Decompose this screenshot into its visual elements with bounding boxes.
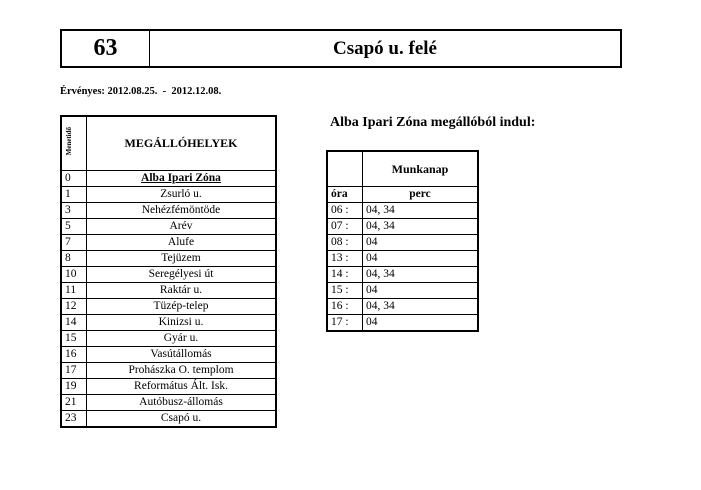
day-type: Munkanap bbox=[363, 151, 479, 187]
stop-name: Tejüzem bbox=[87, 251, 277, 267]
departure-minutes: 04 bbox=[363, 251, 479, 267]
stop-travel-time: 14 bbox=[61, 315, 87, 331]
stop-name: Raktár u. bbox=[87, 283, 277, 299]
stop-row bbox=[61, 203, 276, 219]
day-type-row bbox=[327, 151, 478, 187]
stop-travel-time: 11 bbox=[61, 283, 87, 299]
departures-subheader bbox=[327, 187, 478, 203]
stop-row bbox=[61, 379, 276, 395]
stop-row bbox=[61, 411, 276, 428]
departure-hour: 06 : bbox=[327, 203, 363, 219]
departure-hour: 08 : bbox=[327, 235, 363, 251]
stop-row bbox=[61, 363, 276, 379]
stop-name: Seregélyesi út bbox=[87, 267, 277, 283]
departure-hour: 17 : bbox=[327, 315, 363, 332]
stop-name: Zsurló u. bbox=[87, 187, 277, 203]
stop-row bbox=[61, 251, 276, 267]
stop-travel-time: 8 bbox=[61, 251, 87, 267]
stop-travel-time: 16 bbox=[61, 347, 87, 363]
departure-row bbox=[327, 219, 478, 235]
departure-row bbox=[327, 203, 478, 219]
stop-name: Autóbusz-állomás bbox=[87, 395, 277, 411]
stop-travel-time: 1 bbox=[61, 187, 87, 203]
stop-travel-time: 12 bbox=[61, 299, 87, 315]
stop-row bbox=[61, 219, 276, 235]
stop-name: Gyár u. bbox=[87, 331, 277, 347]
departure-minutes: 04 bbox=[363, 315, 479, 332]
departure-hour: 13 : bbox=[327, 251, 363, 267]
departure-row bbox=[327, 235, 478, 251]
departure-row bbox=[327, 299, 478, 315]
departures-title: Alba Ipari Zóna megállóból indul: bbox=[330, 115, 536, 130]
stop-name: Csapó u. bbox=[87, 411, 277, 428]
stop-row bbox=[61, 331, 276, 347]
route-header bbox=[60, 29, 622, 68]
route-number: 63 bbox=[62, 31, 150, 66]
stop-travel-time: 3 bbox=[61, 203, 87, 219]
stop-row bbox=[61, 395, 276, 411]
departure-hour: 14 : bbox=[327, 267, 363, 283]
departure-hour: 15 : bbox=[327, 283, 363, 299]
stop-row bbox=[61, 187, 276, 203]
stops-table-header bbox=[61, 116, 276, 171]
stop-name: Református Ált. Isk. bbox=[87, 379, 277, 395]
route-direction: Csapó u. felé bbox=[333, 37, 437, 59]
stop-row bbox=[61, 235, 276, 251]
stop-travel-time: 10 bbox=[61, 267, 87, 283]
stop-travel-time: 7 bbox=[61, 235, 87, 251]
stop-name: Arév bbox=[87, 219, 277, 235]
stop-travel-time: 0 bbox=[61, 171, 87, 187]
stop-travel-time: 23 bbox=[61, 411, 87, 428]
departure-hour: 16 : bbox=[327, 299, 363, 315]
departure-minutes: 04, 34 bbox=[363, 203, 479, 219]
validity-period: Érvényes: 2012.08.25. - 2012.12.08. bbox=[60, 86, 222, 97]
departure-row bbox=[327, 267, 478, 283]
blank-cell bbox=[327, 151, 363, 187]
stop-row bbox=[61, 299, 276, 315]
stop-row bbox=[61, 267, 276, 283]
stop-row bbox=[61, 315, 276, 331]
stop-name bbox=[87, 171, 277, 187]
departure-row bbox=[327, 315, 478, 332]
departure-minutes: 04, 34 bbox=[363, 267, 479, 283]
stop-name: Kinizsi u. bbox=[87, 315, 277, 331]
stop-travel-time: 17 bbox=[61, 363, 87, 379]
departure-minutes: 04, 34 bbox=[363, 219, 479, 235]
departure-hour: 07 : bbox=[327, 219, 363, 235]
stop-travel-time: 21 bbox=[61, 395, 87, 411]
stop-travel-time: 19 bbox=[61, 379, 87, 395]
departure-minutes: 04, 34 bbox=[363, 299, 479, 315]
stop-travel-time: 5 bbox=[61, 219, 87, 235]
origin-stop-name: Alba Ipari Zóna bbox=[141, 172, 221, 184]
departure-row bbox=[327, 251, 478, 267]
stop-name: Alufe bbox=[87, 235, 277, 251]
stop-name: Nehézfémöntöde bbox=[87, 203, 277, 219]
stop-name: Vasútállomás bbox=[87, 347, 277, 363]
hour-header: óra bbox=[327, 187, 363, 203]
departure-minutes: 04 bbox=[363, 235, 479, 251]
stop-name: Prohászka O. templom bbox=[87, 363, 277, 379]
travel-time-header: Menetidő bbox=[61, 116, 87, 171]
departure-minutes: 04 bbox=[363, 283, 479, 299]
departure-row bbox=[327, 283, 478, 299]
stops-table bbox=[60, 115, 277, 428]
stops-header: MEGÁLLÓHELYEK bbox=[87, 116, 277, 171]
stop-row bbox=[61, 171, 276, 187]
stop-row bbox=[61, 283, 276, 299]
stop-travel-time: 15 bbox=[61, 331, 87, 347]
stop-name: Tüzép-telep bbox=[87, 299, 277, 315]
stop-row bbox=[61, 347, 276, 363]
minute-header: perc bbox=[363, 187, 479, 203]
departures-table bbox=[326, 150, 479, 332]
